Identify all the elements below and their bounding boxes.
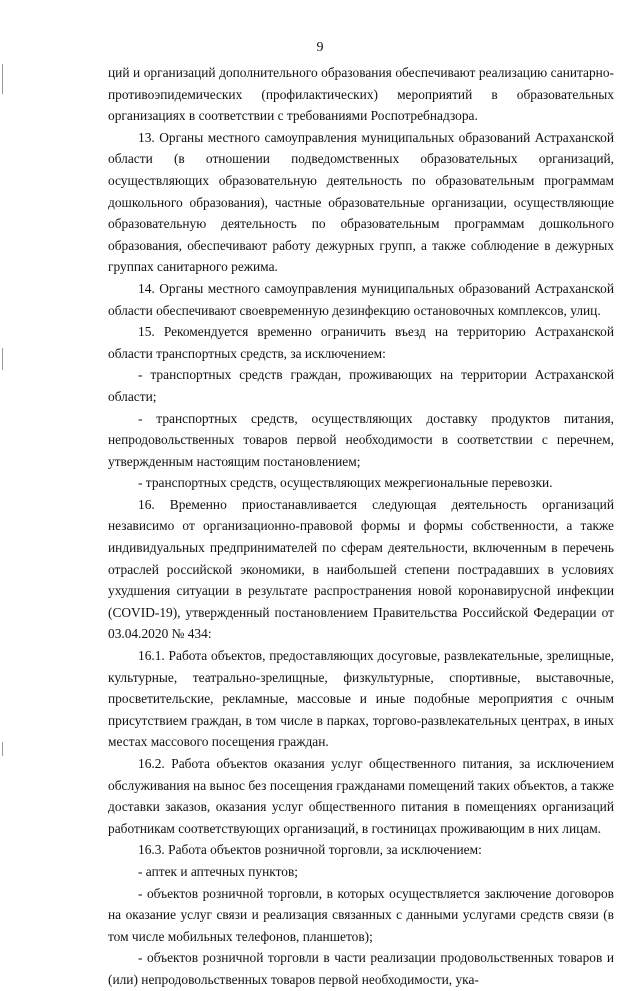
- document-body: [108, 62, 614, 991]
- page-number: 9: [316, 40, 324, 55]
- list-item: - транспортных средств, осуществляющих доставку продуктов питания, непродовольственных товаров первой необходимости в соответствии с перечнем, утвержденным настоящим постановлением;: [108, 410, 614, 469]
- scan-edge-mark: [2, 64, 3, 94]
- paragraph: ций и организаций дополнительного образования обеспечивают реализацию санитарно-противоэпидемических (профилактических) мероприятий в образовательных организациях в соответствии с требованиями Роспотребнадзора.: [108, 65, 614, 124]
- paragraph: 14. Органы местного самоуправления муниципальных образований Астраханской области обеспечивают своевременную дезинфекцию остановочных комплексов, улиц.: [108, 280, 614, 318]
- list-item: - аптек и аптечных пунктов;: [138, 863, 299, 879]
- list-item: - транспортных средств, осуществляющих межрегиональные перевозки.: [138, 475, 553, 491]
- list-item: - транспортных средств граждан, проживающих на территории Астраханской области;: [108, 367, 614, 404]
- scan-edge-mark: [2, 348, 3, 370]
- paragraph: 16.2. Работа объектов оказания услуг общественного питания, за исключением обслуживания на вынос без посещения гражданами помещений таких объектов, а также доставки заказов, оказания услуг общественного питания в помещениях организаций работникам соответствующих организаций, в гостиницах проживающим в них лицам.: [108, 756, 614, 836]
- paragraph: 16.3. Работа объектов розничной торговли, за исключением:: [138, 842, 482, 858]
- list-item: - объектов розничной торговли, в которых осуществляется заключение договоров на оказание услуг связи и реализация связанных с данными услугами средств связи (в том числе мобильных телефонов, планшетов);: [108, 885, 614, 944]
- paragraph: 16. Временно приостанавливается следующая деятельность организаций независимо от организационно-правовой формы и формы собственности, а также индивидуальных предпринимателей по сферам деятельности, включенным в перечень отраслей российской экономики, в наибольшей степени пострадавших в условиях ухудшения ситуации в результате распространения новой коронавирусной инфекции (COVID-19), утвержденный постановлением Правительства Российской Федерации от 03.04.2020 № 434:: [108, 496, 614, 642]
- paragraph: 16.1. Работа объектов, предоставляющих досуговые, развлекательные, зрелищные, культурные, театрально-зрелищные, физкультурные, спортивные, выставочные, просветительские, рекламные, массовые и иные подобные мероприятия с очным присутствием граждан, в том числе в парках, торгово-развлекательных центрах, в иных местах массового посещения граждан.: [108, 648, 614, 750]
- paragraph: 15. Рекомендуется временно ограничить въезд на территорию Астраханской области транспортных средств, за исключением:: [108, 324, 614, 361]
- paragraph: 13. Органы местного самоуправления муниципальных образований Астраханской области (в отношении подведомственных образовательных организаций, осуществляющих образовательную деятельность по образовательным программам дошкольного образования), частные образовательные организации, осуществляющие образовательную деятельность по образовательным программам дошкольного образования, обеспечивают работу дежурных групп, а также соблюдение в дежурных группах санитарного режима.: [108, 129, 614, 275]
- scan-edge-mark: [2, 742, 3, 756]
- list-item: - объектов розничной торговли в части реализации продовольственных товаров и (или) непродовольственных товаров первой необходимости, ука-: [108, 950, 614, 987]
